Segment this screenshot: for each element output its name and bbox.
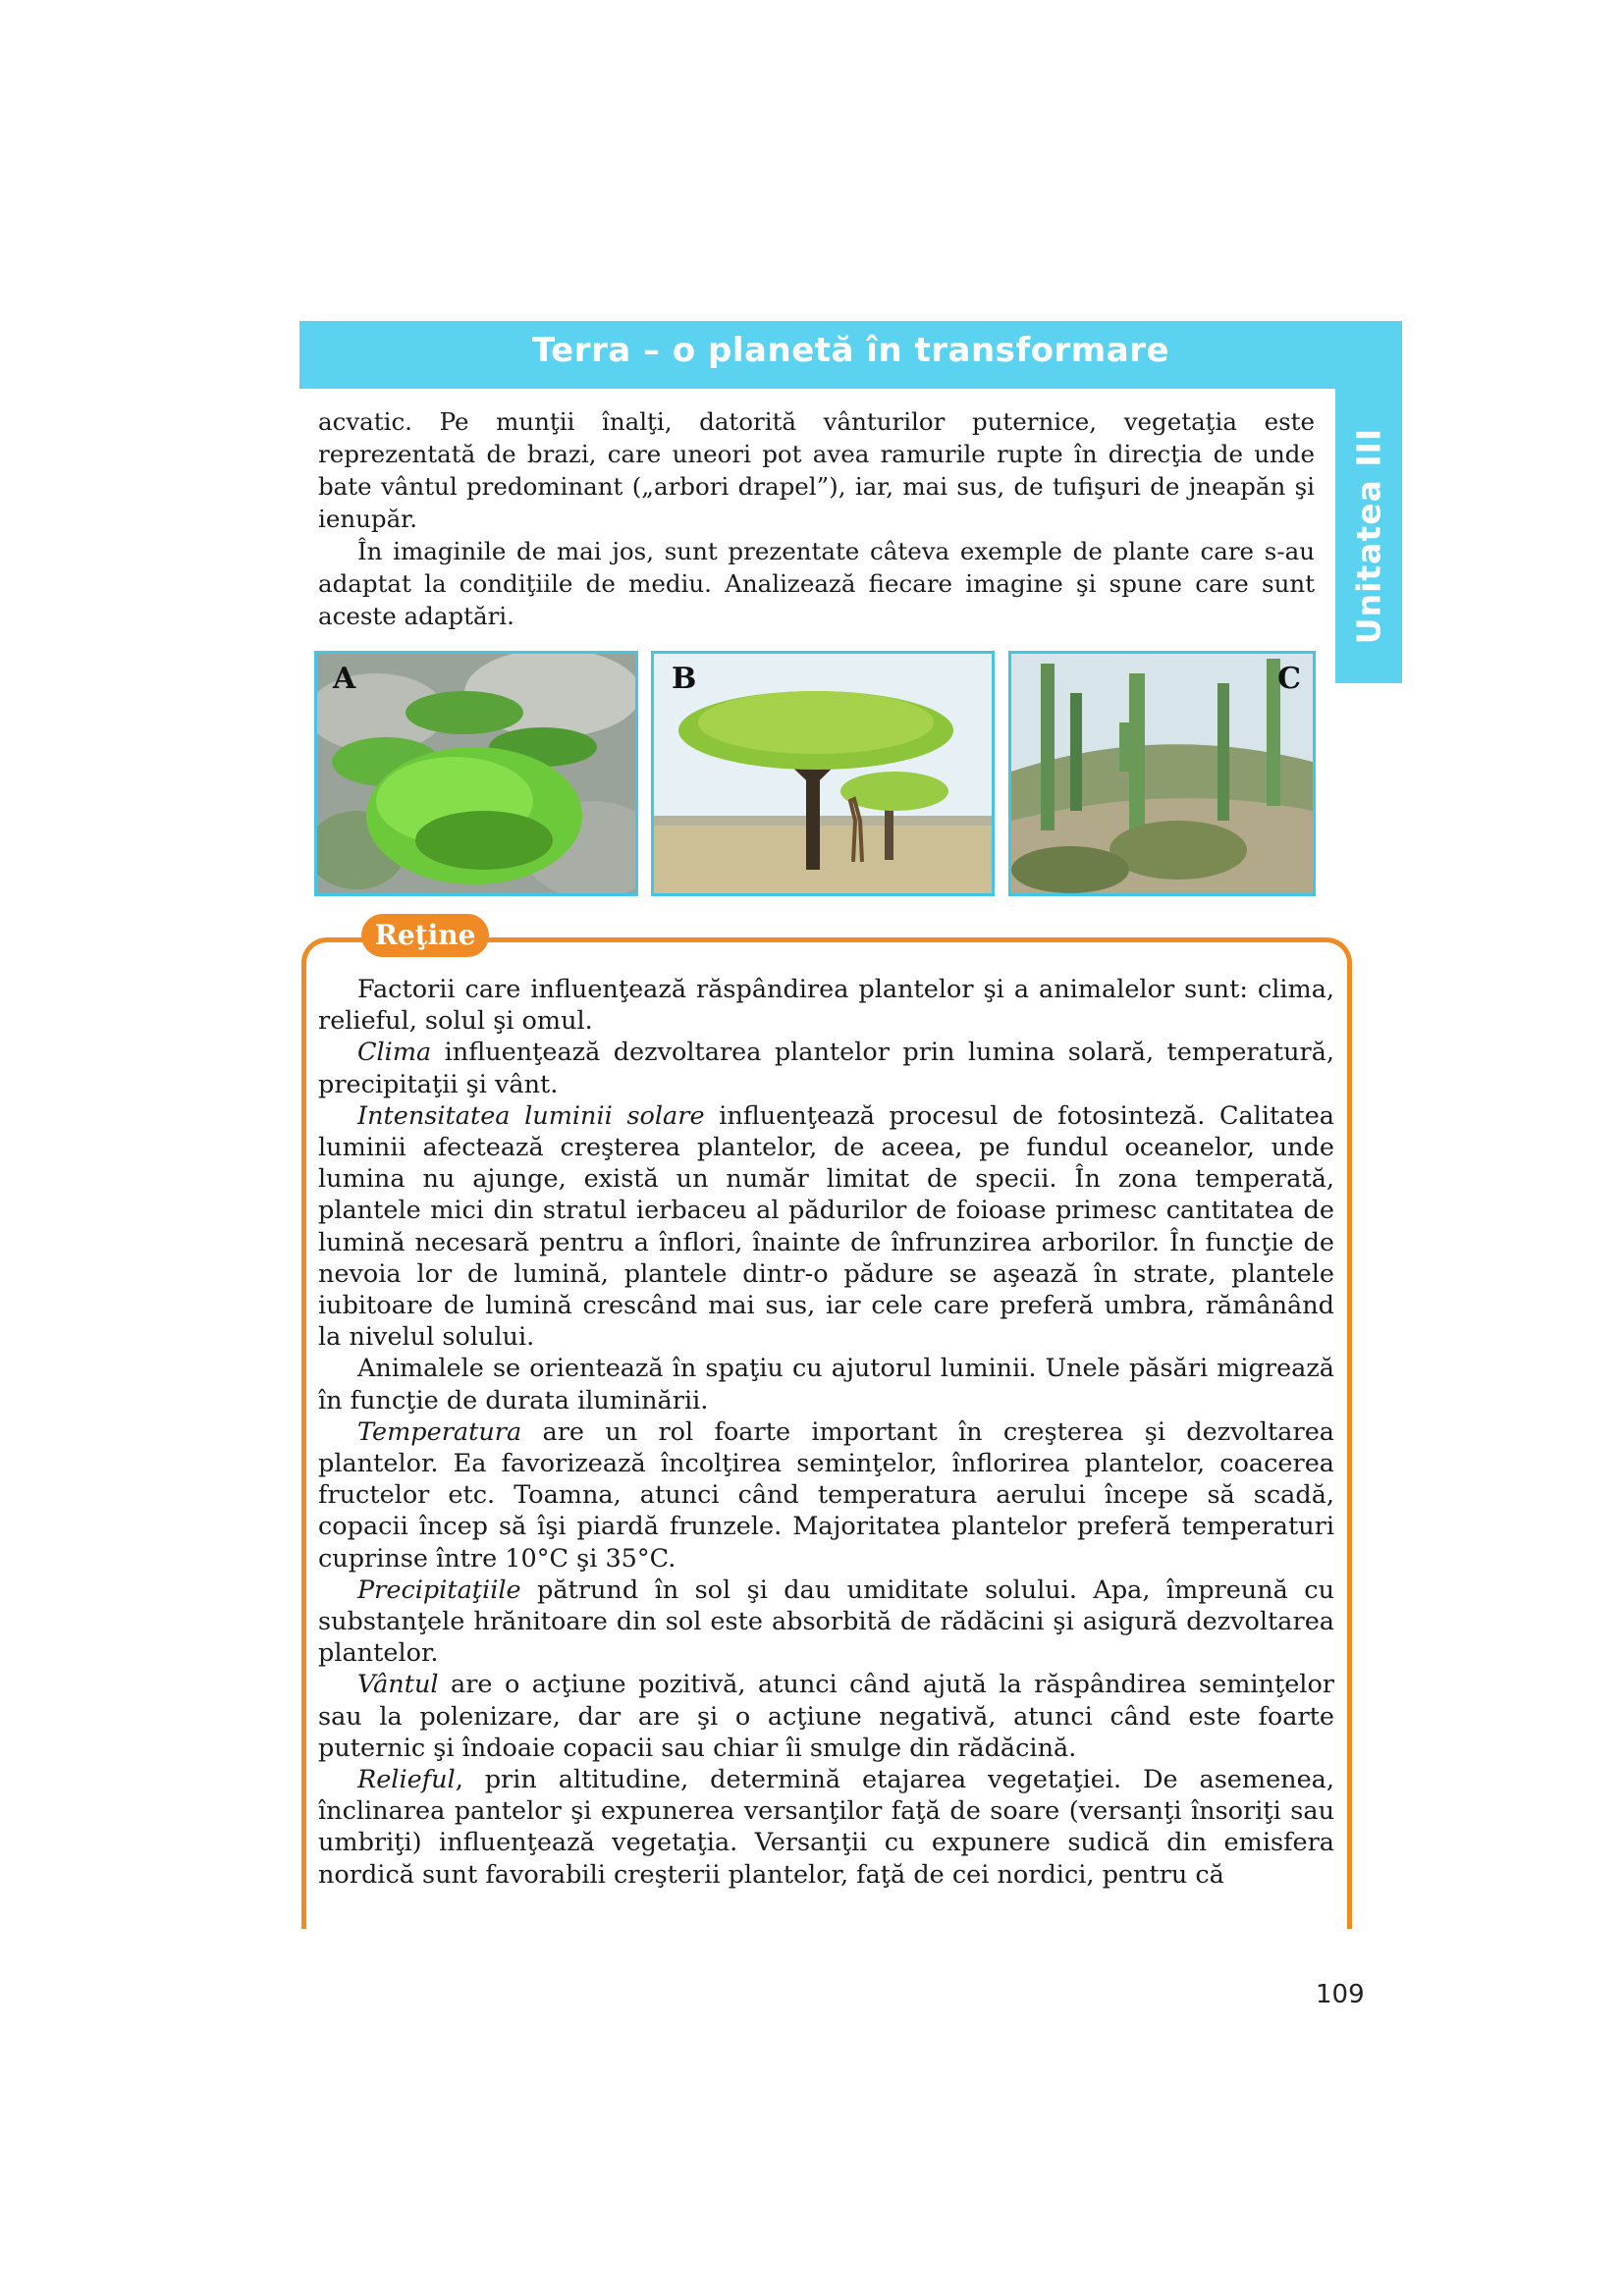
- mountain-shrubs-illustration: [317, 654, 635, 893]
- photo-a-mountain-shrubs: [314, 651, 638, 896]
- unit-label: Unitatea III: [1349, 427, 1388, 645]
- photo-label-b: B: [672, 662, 697, 696]
- photo-c-desert-cacti: [1008, 651, 1316, 896]
- retine-paragraph-text: are un rol foarte important în creşterea şi dezvoltarea plantelor. Ea favorizează încolţirea seminţelor, înflorirea plantelor, coacerea fructelor etc. Toamna, atunci când temperatura aerului începe să scadă, copacii încep să îşi piardă frunzele. Majoritatea plantelor preferă temperaturi cuprinse între 10°C şi 35°C.: [318, 1416, 1334, 1574]
- retine-paragraph-text: influenţează procesul de fotosinteză. Calitatea luminii afectează creşterea plantelor, de aceea, pe fundul oceanelor, unde lumina nu ajunge, există un număr limitat de specii. În zona temperată, plantele mici din stratul ierbaceu al pădurilor de foioase primesc cantitatea de lumină necesară pentru a înflori, înainte de înfrunzirea arborilor. În funcţie de nevoia lor de lumină, plantele dintr-o pădure se aşează în strate, plantele iubitoare de lumină crescând mai sus, iar cele care preferă umbra, rămânând la nivelul solului.: [318, 1100, 1334, 1353]
- photo-b-savanna-acacia: [651, 651, 995, 896]
- term-vant: Vântul: [357, 1670, 439, 1700]
- term-precipitatii: Precipitaţiile: [357, 1575, 521, 1605]
- retine-paragraph: [318, 1037, 1334, 1099]
- retine-text: [318, 974, 1334, 1891]
- retine-paragraph: Factorii care influenţează răspândirea plantelor şi a animalelor sunt: clima, relieful, solul şi omul.: [318, 975, 1334, 1037]
- savanna-acacia-illustration: [654, 654, 992, 893]
- retine-paragraph-text: influenţează dezvoltarea plantelor prin lumina solară, temperatură, precipitaţii şi vânt.: [318, 1038, 1334, 1099]
- page-number: 109: [1316, 1980, 1365, 2009]
- term-temperatura: Temperatura: [357, 1416, 522, 1447]
- retine-badge: Reţine: [361, 914, 489, 957]
- retine-paragraph-text: are o acţiune pozitivă, atunci când ajută la răspândirea seminţelor sau la polenizare, dar are şi o acţiune negativă, atunci când este foarte puternic şi îndoaie copacii sau chiar îi smulge din rădăcină.: [318, 1670, 1334, 1763]
- term-clima: Clima: [357, 1038, 432, 1068]
- retine-paragraph: [318, 1575, 1334, 1670]
- retine-paragraph: [318, 1416, 1334, 1575]
- retine-paragraph-text: , prin altitudine, determină etajarea vegetaţiei. De asemenea, înclinarea pantelor şi expunerea versanţilor faţă de soare (versanţi însoriţi sau umbriţi) influenţează vegetaţia. Versanţii cu expunere sudică din emisfera nordică sunt favorabili creşterii plantelor, faţă de cei nordici, pentru că: [318, 1765, 1334, 1890]
- retine-paragraph: [318, 1764, 1334, 1891]
- intro-paragraph-2: În imaginile de mai jos, sunt prezentate câteva exemple de plante care s-au adaptat la condiţiile de mediu. Analizează fiecare imagine şi spune care sunt aceste adaptări.: [318, 537, 1315, 630]
- unit-side-tab: [1335, 389, 1402, 683]
- chapter-header: [299, 321, 1402, 389]
- chapter-title: Terra – o planetă în transformare: [531, 331, 1170, 370]
- photo-label-c: C: [1277, 662, 1301, 696]
- term-relief: Relieful: [357, 1765, 456, 1795]
- desert-cacti-illustration: [1011, 654, 1313, 893]
- retine-paragraph: [318, 1100, 1334, 1354]
- intro-paragraph-1: acvatic. Pe munţii înalţi, datorită vânturilor puternice, vegetaţia este reprezentată de brazi, care uneori pot avea ramurile rupte în direcţia de unde bate vântul predominant („arbori drapel”), iar, mai sus, de tufişuri de jneapăn şi ienupăr.: [318, 407, 1315, 533]
- retine-paragraph: [318, 1669, 1334, 1764]
- retine-paragraph-text: pătrund în sol şi dau umiditate solului. Apa, împreună cu substanţele hrănitoare din sol este absorbită de rădăcini şi asigură dezvoltarea plantelor.: [318, 1575, 1334, 1669]
- photo-label-a: A: [333, 662, 356, 696]
- term-lumina: Intensitatea luminii solare: [357, 1100, 705, 1131]
- retine-paragraph: Animalele se orientează în spaţiu cu ajutorul luminii. Unele păsări migrează în funcţie de durata iluminării.: [318, 1354, 1334, 1415]
